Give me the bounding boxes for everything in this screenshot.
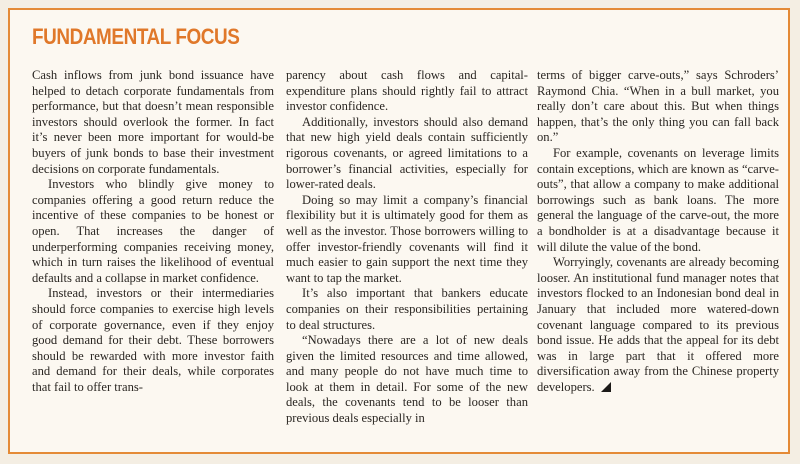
paragraph: Doing so may limit a company’s financial flexibility but it is ultimately good for them as well as the investor. Those borrowers willing to offer investor-friendly covenants will find it much easier to gain support the next time they want to tap the market. (286, 192, 528, 285)
article-heading: FUNDAMENTAL FOCUS (32, 24, 240, 49)
paragraph: Investors who blindly give money to companies offering a good return reduce the incentive of these companies to be honest or open. That increases the danger of underperforming companies receiving money, which in turn raises the likelihood of eventual defaults and a collapse in market confidence. (32, 177, 274, 285)
article-box (8, 8, 790, 454)
paragraph-text: Worryingly, covenants are already becoming looser. An institutional fund manager notes that investors flocked to an Indonesian bond deal in January that included more watered-down covenant language compared to its previous bond issue. He adds that the appeal for its debt was in large part that it offered more diversification away from the Chinese property developers. (537, 255, 779, 394)
paragraph: It’s also important that bankers educate companies on their responsibilities pertaining to deal structures. (286, 286, 528, 332)
text-column-2 (286, 68, 528, 427)
text-column-3 (537, 68, 779, 395)
paragraph: terms of bigger carve-outs,” says Schroders’ Raymond Chia. “When in a bull market, you really don’t care about this. But when things happen, that’s the only thing you can fall back on.” (537, 68, 779, 145)
paragraph: “Nowadays there are a lot of new deals given the limited resources and time allowed, and many people do not have much time to look at them in detail. For some of the new deals, the covenants tend to be looser than previous deals especially in (286, 333, 528, 426)
paragraph: Additionally, investors should also demand that new high yield deals contain sufficiently rigorous covenants, or agreed limitations to a borrower’s financial activities, especially for lower-rated deals. (286, 114, 528, 192)
paragraph: For example, covenants on leverage limits contain exceptions, which are known as “carve-outs”, that allow a company to make additional borrowings such as bank loans. The more general the language of the carve-out, the more a bondholder is at a disadvantage because it will dilute the value of the bond. (537, 145, 779, 254)
paragraph: parency about cash flows and capital-expenditure plans should rightly fail to attract investor confidence. (286, 68, 528, 114)
text-column-1 (32, 68, 274, 395)
last-paragraph (537, 255, 779, 395)
paragraph: Instead, investors or their intermediaries should force companies to exercise high levels of corporate governance, even if they enjoy good demand for their debt. These borrowers should be rewarded with more investor faith and demand for their deals, while corporates that fail to offer trans- (32, 286, 274, 394)
paragraph: Cash inflows from junk bond issuance have helped to detach corporate fundamentals from performance, but that doesn’t mean responsible investors should overlook the former. In fact it’s never been more important for would-be buyers of junk bonds to base their investment decisions on corporate fundamentals. (32, 68, 274, 176)
end-of-article-icon (601, 382, 611, 392)
